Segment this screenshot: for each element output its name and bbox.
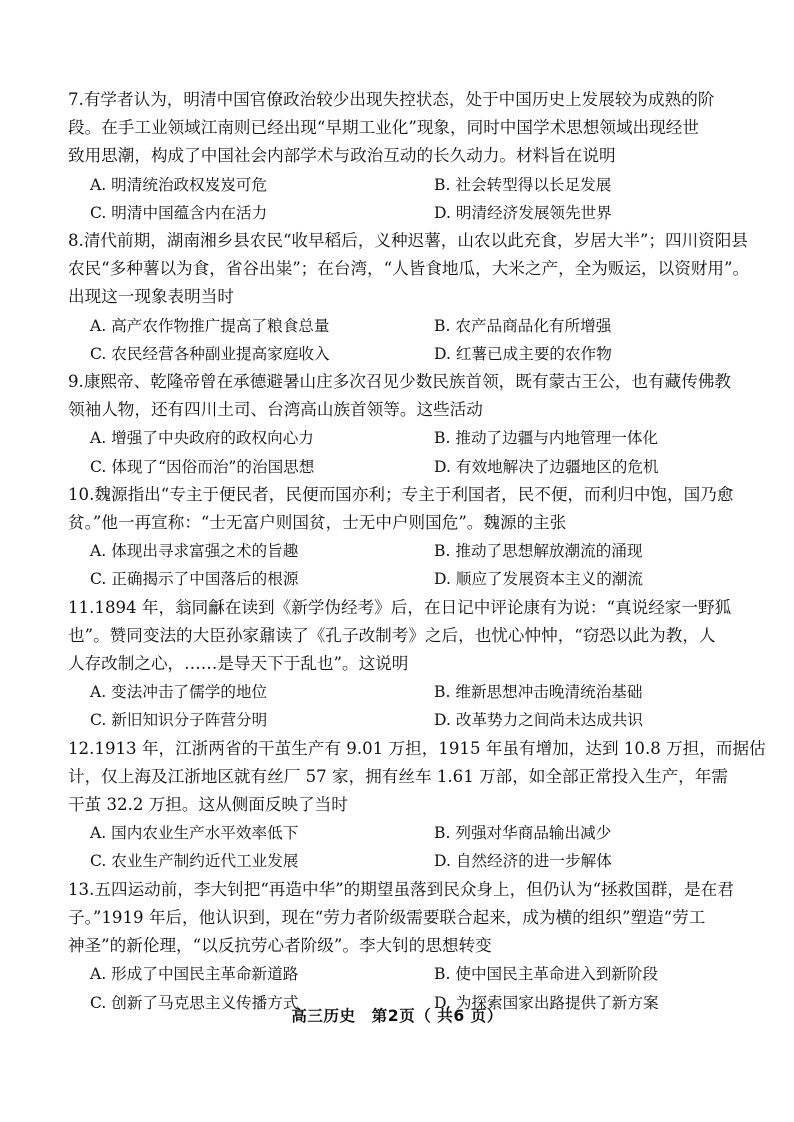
question-block [68,735,766,876]
answer-option-b: B. 列强对华商品输出减少 [434,824,612,843]
stem-line: 13.五四运动前，李大钊把“再造中华”的期望虽落到民众身上，但仍认为“拯救国群，是在君 [68,879,734,899]
question-block [68,594,748,735]
answer-option-a: A. 变法冲击了儒学的地位 [90,683,268,702]
question-stem [68,227,748,312]
question-block [68,876,748,1017]
stem-line: 8.清代前期，湖南湘乡县农民“收早稻后，义种迟薯，山农以此充食，岁居大半”；四川资阳县 [68,231,748,251]
stem-line: 9.康熙帝、乾隆帝曾在承德避暑山庄多次召见少数民族首领，既有蒙古王公，也有藏传佛教 [68,372,731,392]
answer-option-c: C. 新旧知识分子阵营分明 [90,711,268,730]
answer-option-a: A. 增强了中央政府的政权向心力 [90,429,314,448]
answer-option-b: B. 推动了思想解放潮流的涌现 [434,542,643,561]
question-block [68,227,748,368]
question-block [68,86,748,227]
answer-option-b: B. 推动了边疆与内地管理一体化 [434,429,659,448]
stem-line: 段。在手工业领域江南则已经出现“早期工业化”现象，同时中国学术思想领域出现经世 [68,118,699,138]
answer-option-b: B. 使中国民主革命进入到新阶段 [434,965,659,984]
stem-line: 12.1913 年，江浙两省的干茧生产有 9.01 万担，1915 年虽有增加，达到 10.8 万担，而据估 [68,738,766,758]
answer-option-c: C. 正确揭示了中国落后的根源 [90,570,299,589]
stem-line: 领袖人物，还有四川土司、台湾高山族首领等。这些活动 [68,400,483,420]
answer-option-d: D. 自然经济的进一步解体 [434,852,612,871]
question-block [68,368,748,481]
stem-line: 致用思潮，构成了中国社会内部学术与政治互动的长久动力。材料旨在说明 [68,146,616,166]
question-stem [68,876,748,961]
answer-option-d: D. 顺应了发展资本主义的潮流 [434,570,643,589]
answer-options [90,171,748,227]
answer-options [90,678,748,734]
answer-option-a: A. 明清统治政权岌岌可危 [90,175,268,194]
answer-option-b: B. 农产品商品化有所增强 [434,316,612,335]
stem-line: 也”。赞同变法的大臣孙家鼐读了《孔子改制考》之后，也忧心忡忡，“窃恐以此为教，人 [68,625,716,645]
answer-option-c: C. 创新了马克思主义传播方式 [90,993,299,1012]
answer-option-d: D. 改革势力之间尚未达成共识 [434,711,643,730]
stem-line: 10.魏源指出“专主于便民者，民便而国亦利；专主于利国者，民不便，而利归中饱，国乃愈 [68,484,734,504]
answer-option-b: B. 社会转型得以长足发展 [434,175,612,194]
answer-option-d: D. 为探索国家出路提供了新方案 [434,993,659,1012]
question-stem [68,86,748,171]
answer-option-d: D. 有效地解决了边疆地区的危机 [434,457,659,476]
question-stem [68,481,748,537]
answer-option-a: A. 高产农作物推广提高了粮食总量 [90,316,330,335]
answer-option-c: C. 农业生产制约近代工业发展 [90,852,299,871]
answer-options [90,312,748,368]
answer-option-a: A. 体现出寻求富强之术的旨趣 [90,542,299,561]
stem-line: 11.1894 年，翁同龢在读到《新学伪经考》后，在日记中评论康有为说：“真说经家一野狐 [68,597,732,617]
answer-option-c: C. 农民经营各种副业提高家庭收入 [90,344,330,363]
page-footer: 高三历史 第2页（ 共6 页） [291,1007,503,1025]
answer-option-a: A. 形成了中国民主革命新道路 [90,965,299,984]
answer-option-d: D. 明清经济发展领先世界 [434,203,612,222]
stem-line: 7.有学者认为，明清中国官僚政治较少出现失控状态，处于中国历史上发展较为成熟的阶 [68,90,715,109]
stem-line: 计，仅上海及江浙地区就有丝厂 57 家，拥有丝车 1.61 万部，如全部正常投入生产，年需 [68,766,728,786]
answer-option-c: C. 明清中国蕴含内在活力 [90,203,268,222]
answer-options [90,537,748,593]
question-stem [68,368,748,424]
stem-line: 人存改制之心，……是导天下于乱也”。这说明 [68,654,409,674]
answer-option-a: A. 国内农业生产水平效率低下 [90,824,299,843]
question-block [68,481,748,594]
answer-option-d: D. 红薯已成主要的农作物 [434,344,612,363]
answer-option-b: B. 维新思想冲击晚清统治基础 [434,683,643,702]
stem-line: 子。”1919 年后，他认识到，现在“劳力者阶级需要联合起来，成为横的组织”塑造“劳工 [68,907,706,927]
question-stem [68,594,748,679]
answer-options [90,819,748,875]
stem-line: 贫。”他一再宣称：“士无富户则国贫，士无中户则国危”。魏源的主张 [68,513,567,533]
answer-option-c: C. 体现了“因俗而治”的治国思想 [90,457,315,476]
stem-line: 干茧 32.2 万担。这从侧面反映了当时 [68,795,348,815]
stem-line: 神圣”的新伦理，“以反抗劳心者阶级”。李大钊的思想转变 [68,936,492,956]
exam-page [68,86,766,1017]
question-stem [68,735,766,820]
stem-line: 农民“多种薯以为食，省谷出粜”；在台湾，“人皆食地瓜，大米之产，全为贩运，以资财用”。 [68,259,750,279]
answer-options [90,424,748,480]
stem-line: 出现这一现象表明当时 [68,287,234,307]
